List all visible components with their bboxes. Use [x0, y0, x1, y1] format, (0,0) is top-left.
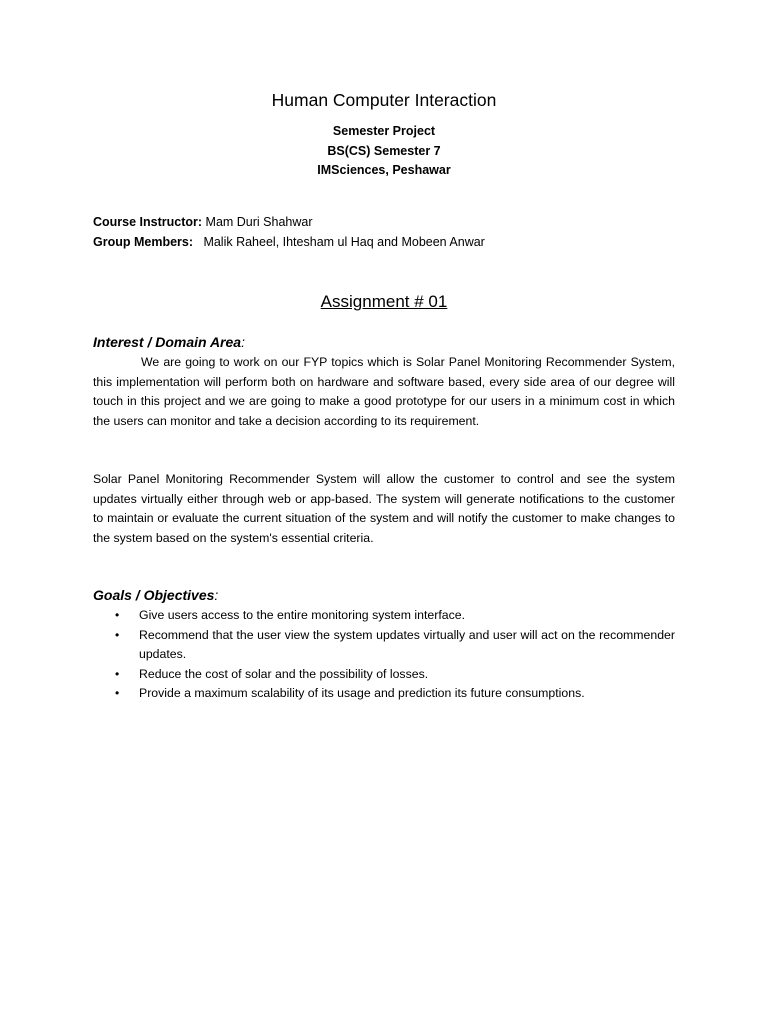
interest-paragraph-2: Solar Panel Monitoring Recommender System will allow the customer to control and see the system updates virtually either through web or app-based. The system will generate notifications to the customer to maintain or evaluate the current situation of the system and will notify the customer to make changes to the system based on the system's essential criteria.: [93, 472, 675, 545]
bullet-icon: •: [115, 627, 120, 642]
people-block: [93, 212, 693, 252]
interest-heading-text: Interest / Domain Area: [93, 334, 242, 350]
bullet-icon: •: [115, 686, 120, 700]
project-meta: [0, 122, 768, 181]
members-row: [93, 232, 693, 252]
interest-paragraph-1: We are going to work on our FYP topics which is Solar Panel Monitoring Recommender System, this implementation will perform both on hardware and software based, every side area of our degree will touch in this project and we are going to make a good prototype for our users in a minimum cost in which the users can monitor and take a decision according to its requirement.: [93, 355, 675, 428]
goals-heading-colon: :: [214, 587, 219, 603]
document-title: Human Computer Interaction: [271, 90, 497, 110]
interest-heading-colon: :: [241, 334, 245, 350]
assignment-heading: [0, 291, 768, 313]
list-item: [93, 626, 675, 665]
interest-heading: [93, 332, 245, 352]
list-item: [93, 665, 675, 685]
goals-list: [93, 606, 675, 704]
instructor-label: Course Instructor:: [93, 215, 203, 229]
meta-program-semester: BS(CS) Semester 7: [327, 143, 441, 158]
instructor-row: [93, 212, 693, 232]
goals-heading-text: Goals / Objectives: [93, 587, 215, 603]
list-item: [93, 606, 675, 626]
list-item: [93, 684, 675, 704]
bullet-icon: •: [115, 666, 120, 681]
meta-semester-project: Semester Project: [332, 124, 436, 138]
goals-heading: [93, 585, 218, 605]
bullet-icon: •: [115, 608, 120, 622]
assignment-title: Assignment # 01: [320, 292, 448, 311]
goal-text: Provide a maximum scalability of its usage and prediction its future consumptions.: [139, 686, 585, 700]
meta-institution: IMSciences, Peshawar: [317, 163, 451, 177]
goal-text: Recommend that the user view the system updates virtually and user will act on the recommender updates.: [139, 627, 675, 661]
goal-text: Give users access to the entire monitoring system interface.: [139, 608, 466, 622]
goal-text: Reduce the cost of solar and the possibility of losses.: [139, 666, 429, 681]
instructor-value: Mam Duri Shahwar: [205, 215, 313, 229]
members-value: Malik Raheel, Ihtesham ul Haq and Mobeen Anwar: [203, 235, 485, 249]
members-label: Group Members:: [93, 235, 194, 249]
